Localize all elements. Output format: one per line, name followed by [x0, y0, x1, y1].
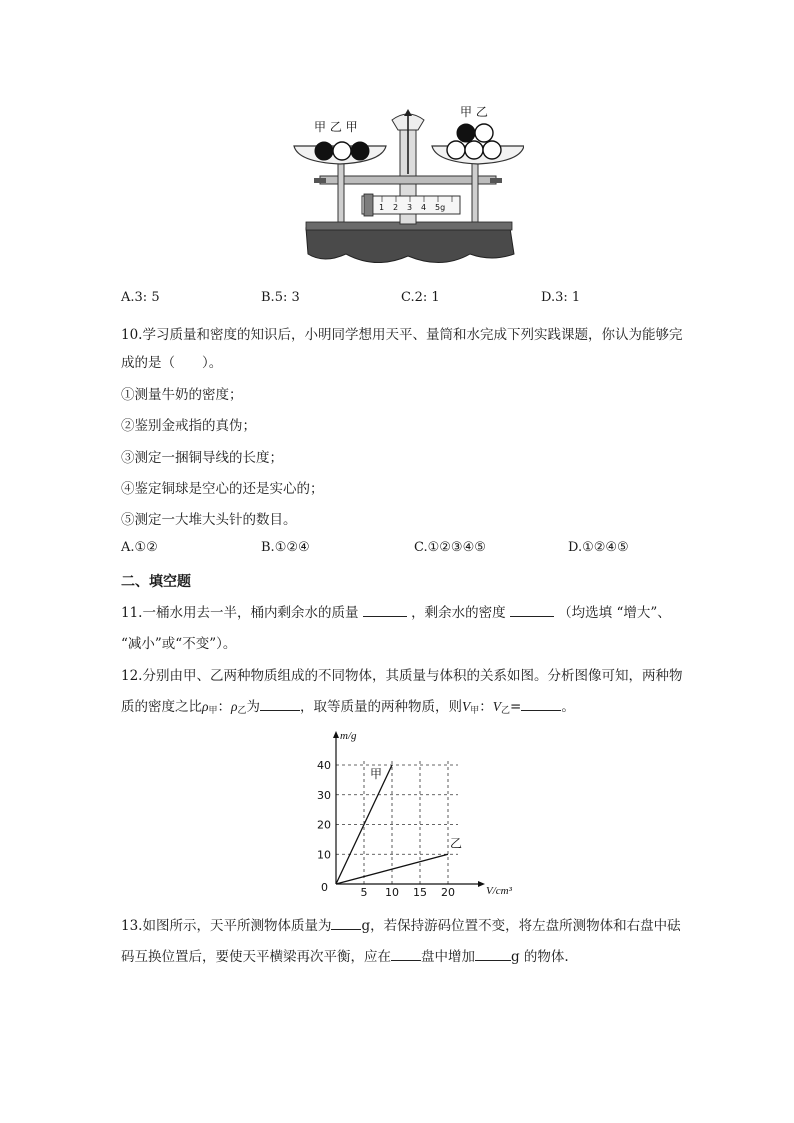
q13-blank-2[interactable] [391, 948, 421, 961]
section-title: 二、填空题 [121, 574, 191, 590]
scale-number: 4 [421, 203, 427, 212]
right-pan-label: 甲 乙 [460, 105, 488, 119]
q9-option-c: C.2: 1 [401, 290, 440, 305]
x-axis-label: V/cm³ [486, 885, 512, 897]
x-axis-arrow [478, 881, 485, 887]
q10-option-c: C.①②③④⑤ [414, 540, 486, 555]
q10-item: ②鉴别金戒指的真伪； [121, 418, 256, 434]
q10-stem-line1: 10.学习质量和密度的知识后，小明同学想用天平、量筒和水完成下列实践课题，你认为能够完 [121, 327, 683, 343]
y-tick-label: 10 [317, 848, 331, 862]
q12-blank-1[interactable] [260, 698, 300, 711]
q12-line2: 质的密度之比$\rho_甲$：$\rho_乙$为 ，取等质量的两种物质，则$V_甲$：$V_乙=$ 。 [121, 699, 575, 716]
q10-item: ①测量牛奶的密度； [121, 387, 243, 403]
q9-option-b: B.5: 3 [261, 290, 300, 305]
q10-stem-line2: 成的是（ ）。 [121, 355, 223, 371]
q11-blank-2[interactable] [510, 604, 554, 617]
q10-item: ⑤测定一大堆大头针的数目。 [121, 512, 297, 528]
y-axis-arrow [333, 731, 339, 738]
q10-option-b: B.①②④ [261, 540, 310, 555]
series-label: 甲 [370, 767, 383, 781]
q10-item: ④鉴定铜球是空心的还是实心的； [121, 481, 324, 497]
scale-number: 3 [407, 203, 413, 212]
q11-line1: 11.一桶水用去一半，桶内剩余水的质量 ，剩余水的密度 （均选填 “增大”、 [121, 605, 671, 621]
x-tick-label: 15 [413, 886, 427, 899]
x-tick-label: 20 [441, 886, 455, 899]
q11-blank-1[interactable] [363, 604, 407, 617]
y-tick-label: 40 [317, 759, 331, 772]
scale-number: 1 [379, 203, 385, 212]
y-axis-label: m/g [340, 730, 357, 742]
x-tick-label: 10 [385, 886, 399, 899]
q13-line1: 13.如图所示，天平所测物体质量为 g，若保持游码位置不变，将左盘所测物体和右盘中砝 [121, 918, 681, 934]
q9-option-a: A.3: 5 [121, 290, 160, 305]
mass-volume-graph [312, 728, 512, 900]
balance-figure [292, 104, 524, 274]
q10-option-d: D.①②④⑤ [568, 540, 629, 555]
q13-blank-3[interactable] [475, 948, 511, 961]
series-label: 乙 [450, 836, 463, 851]
x-tick-label: 5 [360, 886, 368, 899]
scale-number: 5g [435, 203, 446, 212]
scale-number: 2 [393, 203, 399, 212]
q12-line1: 12.分别由甲、乙两种物质组成的不同物体，其质量与体积的关系如图。分析图像可知，两种物 [121, 668, 683, 684]
q9-option-d: D.3: 1 [541, 290, 581, 305]
origin-label: 0 [321, 881, 328, 894]
q10-item: ③测定一捆铜导线的长度； [121, 450, 283, 466]
left-pan-label: 甲 乙 甲 [314, 120, 358, 134]
y-tick-label: 30 [317, 788, 331, 802]
q13-line2: 码互换位置后，要使天平横梁再次平衡，应在 盘中增加 g 的物体. [121, 949, 569, 965]
q11-line2: “减小”或“不变”）。 [121, 636, 237, 652]
q13-blank-1[interactable] [331, 917, 361, 930]
q12-blank-2[interactable] [521, 698, 561, 711]
y-tick-label: 20 [317, 818, 331, 832]
q10-option-a: A.①② [121, 540, 158, 555]
